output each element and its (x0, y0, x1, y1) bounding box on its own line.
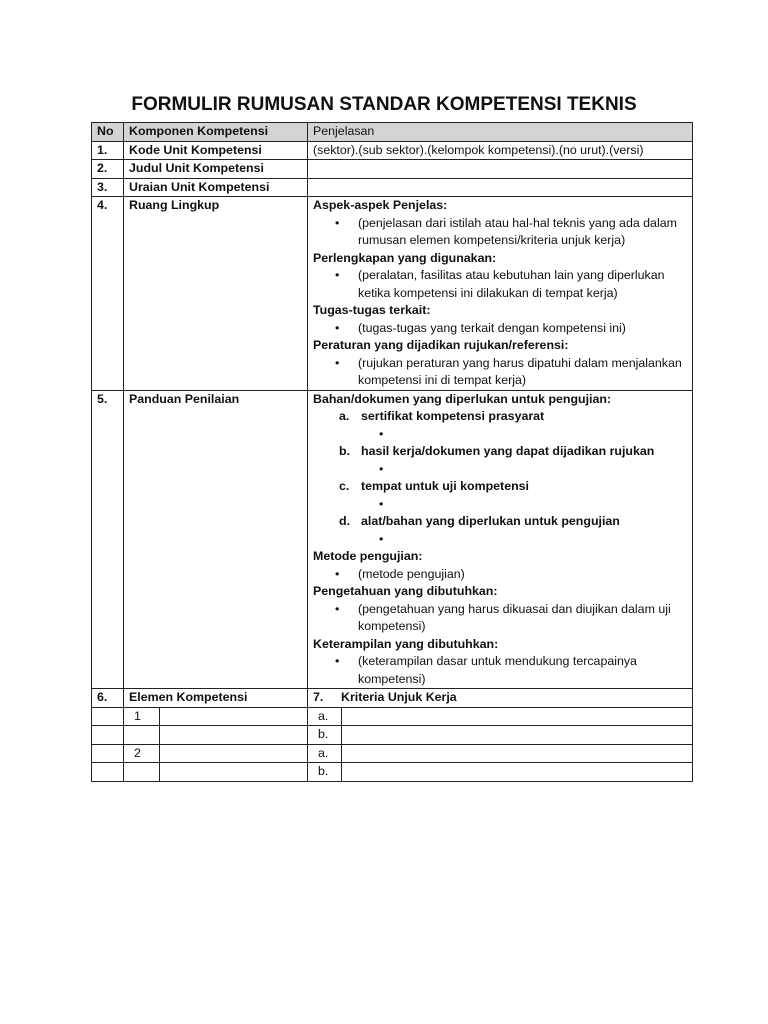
element-no-empty (92, 726, 124, 745)
lettered-item: d. alat/bahan yang diperlukan untuk pengujian (339, 514, 620, 528)
element-cell (124, 707, 308, 726)
bullet-item: • (penjelasan dari istilah atau hal-hal teknis yang ada dalam rumusan elemen kompetensi/kriteria unjuk kerja) (335, 215, 677, 247)
criteria-letter: a. (313, 745, 341, 763)
lettered-item: b. hasil kerja/dokumen yang dapat dijadikan rujukan (339, 444, 655, 458)
element-no-empty (92, 763, 124, 782)
panduan-penilaian-details (308, 390, 693, 689)
header-komponen: Komponen Kompetensi (124, 123, 308, 142)
ruang-lingkup-details (308, 197, 693, 391)
criteria-letter: b. (313, 726, 341, 744)
bullet-item: • (peralatan, fasilitas atau kebutuhan lain yang diperlukan ketika kompetensi ini dilakukan di tempat kerja) (335, 268, 665, 300)
table-row (92, 178, 693, 197)
bullet-icon: • (335, 215, 340, 230)
group-heading: Perlengkapan yang digunakan: (313, 250, 497, 265)
table-row (92, 141, 693, 160)
element-text-empty (159, 763, 302, 781)
row-komponen: Ruang Lingkup (124, 197, 308, 391)
element-row (92, 726, 693, 745)
criteria-letter: a. (313, 708, 341, 726)
bullet-item: • (pengetahuan yang harus dikuasai dan diujikan dalam uji kompetensi) (335, 601, 671, 633)
competency-form-table (91, 122, 693, 782)
bullet-icon: • (379, 426, 384, 441)
element-text-empty (159, 726, 302, 744)
criteria-cell (308, 744, 693, 763)
row-komponen: Kode Unit Kompetensi (124, 141, 308, 160)
criteria-cell (308, 763, 693, 782)
table-row (92, 160, 693, 179)
row-no: 1. (92, 141, 124, 160)
criteria-text-empty (341, 745, 687, 763)
group-heading: Tugas-tugas terkait: (313, 303, 431, 317)
element-no-empty (92, 707, 124, 726)
group-heading: Pengetahuan yang dibutuhkan: (313, 584, 498, 598)
criteria-text-empty (341, 708, 687, 726)
row-no: 6. (92, 689, 124, 708)
row-komponen: Elemen Kompetensi (124, 689, 308, 708)
criteria-letter: b. (313, 763, 341, 781)
row-no: 2. (92, 160, 124, 179)
bullet-icon: • (379, 531, 384, 546)
bullet-icon: • (335, 320, 340, 335)
element-no-empty (92, 744, 124, 763)
element-cell (124, 744, 308, 763)
group-heading: Peraturan yang dijadikan rujukan/referensi: (313, 338, 569, 352)
bullet-icon: • (379, 461, 384, 476)
group-heading: Aspek-aspek Penjelas: (313, 198, 448, 212)
bullet-icon: • (379, 496, 384, 511)
element-row (92, 744, 693, 763)
row-no: 4. (92, 197, 124, 391)
element-text-empty (159, 708, 302, 726)
criteria-cell (308, 726, 693, 745)
header-no: No (92, 123, 124, 142)
element-cell (124, 726, 308, 745)
row-no: 5. (92, 390, 124, 689)
bullet-item: • (rujukan peraturan yang harus dipatuhi dalam menjalankan kompetensi ini di tempat kerja) (335, 355, 682, 387)
bullet-item: • (keterampilan dasar untuk mendukung tercapainya kompetensi) (335, 654, 637, 686)
element-number: 1 (129, 708, 159, 726)
lettered-item: a. sertifikat kompetensi prasyarat (339, 409, 545, 423)
criteria-cell (308, 707, 693, 726)
table-header-row (92, 123, 693, 142)
element-number: 2 (129, 745, 159, 763)
row-penjelasan-empty (308, 160, 693, 179)
table-row (92, 390, 693, 689)
row-penjelasan: (sektor).(sub sektor).(kelompok kompetensi).(no urut).(versi) (308, 141, 693, 160)
row-komponen: Uraian Unit Kompetensi (124, 178, 308, 197)
group-heading: Bahan/dokumen yang diperlukan untuk pengujian: (313, 391, 612, 406)
kriteria-unjuk-kerja-header: 7. Kriteria Unjuk Kerja (308, 689, 693, 708)
criteria-text-empty (341, 726, 687, 744)
bullet-icon: • (335, 654, 340, 668)
lettered-item: c. tempat untuk uji kompetensi (339, 479, 529, 493)
bullet-icon: • (335, 268, 340, 282)
bullet-icon: • (335, 566, 340, 581)
group-heading: Keterampilan yang dibutuhkan: (313, 636, 499, 651)
criteria-text-empty (341, 763, 687, 781)
table-row (92, 197, 693, 391)
bullet-item: • (metode pengujian) (313, 566, 687, 584)
row-no: 3. (92, 178, 124, 197)
row-penjelasan-empty (308, 178, 693, 197)
bullet-icon: • (335, 355, 340, 370)
row-komponen: Panduan Penilaian (124, 390, 308, 689)
element-row (92, 707, 693, 726)
table-row (92, 689, 693, 708)
page-title: FORMULIR RUMUSAN STANDAR KOMPETENSI TEKNIS (131, 94, 637, 115)
bullet-icon: • (335, 601, 340, 616)
element-row (92, 763, 693, 782)
header-penjelasan: Penjelasan (308, 123, 693, 142)
group-heading: Metode pengujian: (313, 549, 423, 563)
element-text-empty (159, 745, 302, 763)
element-cell (124, 763, 308, 782)
element-number-empty (129, 726, 159, 744)
bullet-item: • (tugas-tugas yang terkait dengan kompetensi ini) (313, 320, 687, 338)
row-komponen: Judul Unit Kompetensi (124, 160, 308, 179)
element-number-empty (129, 763, 159, 781)
